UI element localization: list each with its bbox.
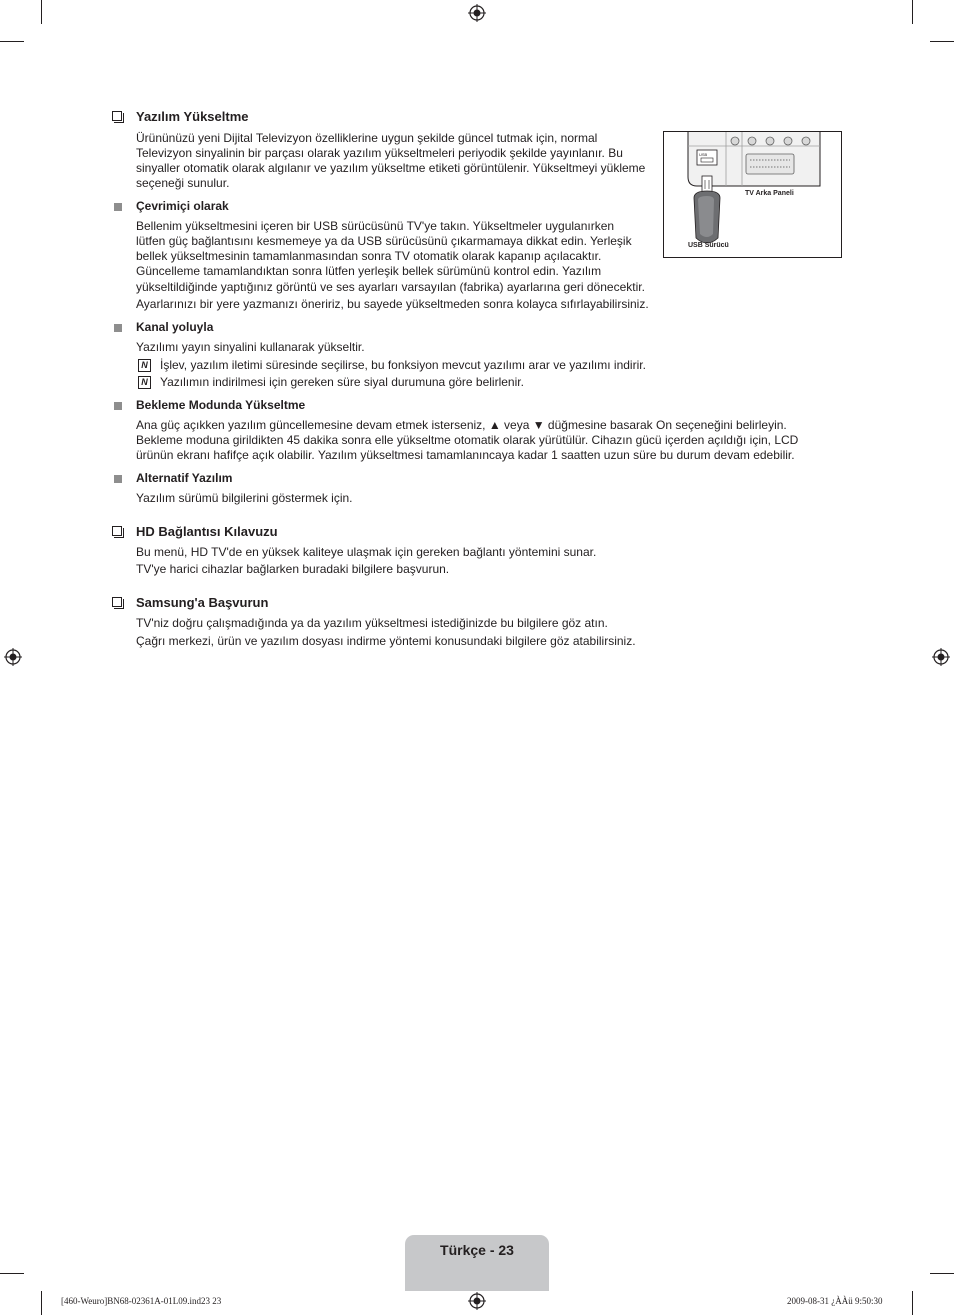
note-text: İşlev, yazılım iletimi süresinde seçilirse, bu fonksiyon mevcut yazılımı arar ve yazılımı indirir.	[160, 358, 646, 372]
subsection-title-standby: Bekleme Modunda Yükseltme	[136, 398, 306, 412]
registration-mark-icon	[4, 648, 22, 666]
hd-guide-line: TV'ye harici cihazlar bağlarken buradaki bilgilere başvurun.	[136, 562, 450, 576]
standby-line: ürünün ekranı hafifçe açık olabilir. Yazılım yükseltmesi tamamlanıncaya kadar 1 saatten uzun süre bu durum devam edebilir.	[136, 448, 795, 462]
intro-line: Ürününüzü yeni Dijital Televizyon özelliklerine uygun şekilde güncel tutmak için, normal	[136, 131, 598, 145]
online-line: Ayarlarınızı bir yere yazmanızı öneririz, bu sayede yükseltmeden sonra kolayca sıfırlayabilirsiniz.	[136, 297, 649, 311]
crop-mark	[930, 1273, 954, 1274]
section-checkbox-icon	[112, 526, 122, 536]
section-title-hd-guide: HD Bağlantısı Kılavuzu	[136, 524, 278, 539]
bullet-square-icon	[114, 402, 122, 410]
section-checkbox-icon	[112, 597, 122, 607]
contact-line: TV'niz doğru çalışmadığında ya da yazılım yükseltmesi istediğinizde bu bilgilere göz atın.	[136, 616, 608, 630]
alternative-line: Yazılım sürümü bilgilerini göstermek için.	[136, 491, 353, 505]
registration-mark-icon	[468, 1292, 486, 1310]
online-line: Bellenim yükseltmesini içeren bir USB sürücüsünü TV'ye takın. Yükseltmeler uygulanırken	[136, 219, 615, 233]
crop-mark	[912, 0, 913, 24]
crop-mark	[41, 1291, 42, 1315]
note-text: Yazılımın indirilmesi için gereken süre siyal durumuna göre belirlenir.	[160, 375, 524, 389]
subsection-title-by-channel: Kanal yoluyla	[136, 320, 214, 334]
subsection-title-online: Çevrimiçi olarak	[136, 199, 229, 213]
online-line: Güncelleme tamamlandıktan sonra lütfen yerleşik bellek sürümünü kontrol edin. Yazılım	[136, 264, 602, 278]
print-slug-right: 2009-08-31 ¿ÀÀü 9:50:30	[787, 1296, 883, 1306]
crop-mark	[930, 41, 954, 42]
intro-line: seçeneği sunulur.	[136, 176, 230, 190]
note-icon: N	[138, 359, 151, 372]
bullet-square-icon	[114, 324, 122, 332]
page-number: Türkçe - 23	[440, 1242, 514, 1258]
bullet-square-icon	[114, 475, 122, 483]
section-title-contact: Samsung'a Başvurun	[136, 595, 269, 610]
standby-line: Ana güç açıkken yazılım güncellemesine devam etmek isterseniz, ▲ veya ▼ düğmesine basarak On seçeneğini belirleyin.	[136, 418, 787, 432]
contact-line: Çağrı merkezi, ürün ve yazılım dosyası indirme yöntemi konusundaki bilgilere göz atabilirsiniz.	[136, 634, 636, 648]
intro-line: sinyaller otomatik olarak algılanır ve yazılım yükseltme etiketi görüntülenir. Yükseltmeyi yükleme	[136, 161, 646, 175]
registration-mark-icon	[468, 4, 486, 22]
print-slug-left: [460-Weuro]BN68-02361A-01L09.ind23 23	[61, 1296, 222, 1306]
subsection-title-alternative: Alternatif Yazılım	[136, 471, 233, 485]
crop-mark	[0, 41, 24, 42]
section-title-software-upgrade: Yazılım Yükseltme	[136, 109, 249, 124]
standby-line: Bekleme moduna girildikten 45 dakika sonra elle yükseltme otomatik olarak yürütülür. Cihazın gücü içerden açıldığı için, LCD	[136, 433, 799, 447]
crop-mark	[912, 1291, 913, 1315]
tv-back-panel-label: TV Arka Paneli	[745, 190, 794, 197]
hd-guide-line: Bu menü, HD TV'de en yüksek kaliteye ulaşmak için gereken bağlantı yöntemini sunar.	[136, 545, 597, 559]
usb-connection-figure	[663, 131, 842, 258]
registration-mark-icon	[932, 648, 950, 666]
intro-line: Televizyon sinyalinin bir parçası olarak yazılım yükseltmeleri periyodik şekilde yayınlanır. Bu	[136, 146, 623, 160]
usb-drive-label: USB Sürücü	[688, 242, 729, 249]
online-line: yükseltildiğinde yaptığınız görüntü ve ses ayarları varsayılan (fabrika) ayarlarına geri dönecektir.	[136, 280, 645, 294]
crop-mark	[41, 0, 42, 24]
note-icon: N	[138, 376, 151, 389]
crop-mark	[0, 1273, 24, 1274]
section-checkbox-icon	[112, 111, 122, 121]
by-channel-line: Yazılımı yayın sinyalini kullanarak yükseltir.	[136, 340, 365, 354]
online-line: bellek yükseltmesinin tamamlanmasından sonra TV otomatik olarak kapanıp açılacaktır.	[136, 249, 602, 263]
usb-port-label: USB	[699, 152, 708, 157]
online-line: lütfen güç bağlantısını kesmemeye ya da USB sürücüsünü çıkarmamaya dikkat edin. Yerleşik	[136, 234, 632, 248]
bullet-square-icon	[114, 203, 122, 211]
